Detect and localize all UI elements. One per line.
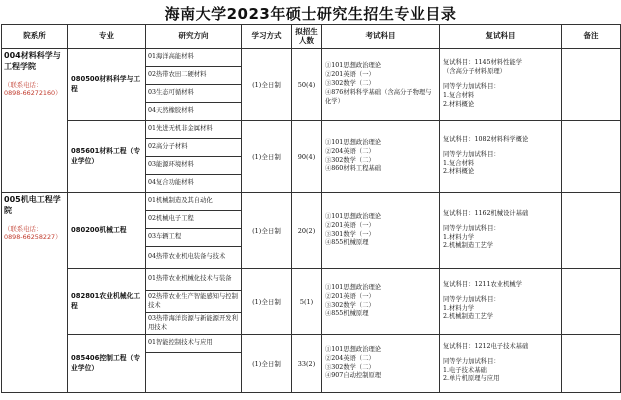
header-direction: 研究方向 (146, 25, 242, 49)
dept-name: 004材料科学与工程学院 (4, 51, 61, 71)
table-row (2, 335, 621, 353)
exam-cell: ①101思想政治理论 ②201英语（一） ③302数学（二） ④876材料科学基础（含高分子物理与化学） (322, 49, 440, 121)
direction-cell: 03能源环境材料 (146, 157, 242, 175)
page-title: 海南大学2023年硕士研究生招生专业目录 (164, 5, 457, 23)
header-major: 专业 (68, 25, 146, 49)
mode-cell: (1)全日制 (242, 193, 292, 269)
note-cell (562, 335, 621, 393)
header-mode: 学习方式 (242, 25, 292, 49)
note-cell (562, 193, 621, 269)
mode-cell: (1)全日制 (242, 49, 292, 121)
quota-cell: 5(1) (292, 269, 322, 335)
dept-cell (2, 49, 68, 193)
quota-cell: 50(4) (292, 49, 322, 121)
mode-cell: (1)全日制 (242, 335, 292, 393)
header-row (2, 25, 621, 49)
dept-contact: （联系电话： 0898-66258227） (4, 224, 62, 242)
retest-cell: 复试科目：1162机械设计基础 同等学力加试科目： 1.材料力学 2.机械制造工艺学 (440, 193, 562, 269)
dept-contact: （联系电话： 0898-66272160） (4, 80, 62, 98)
direction-cell: 01海洋高能材料 (146, 49, 242, 67)
table-row (2, 193, 621, 211)
exam-cell: ①101思想政治理论 ②201英语（一） ③301数学（一） ④855机械原理 (322, 193, 440, 269)
direction-cell: 02高分子材料 (146, 139, 242, 157)
retest-cell: 复试科目：1212电子技术基础 同等学力加试科目： 1.电子技术基础 2.单片机原理与应用 (440, 335, 562, 393)
quota-cell: 20(2) (292, 193, 322, 269)
exam-cell: ①101思想政治理论 ②201英语（一） ③302数学（二） ④855机械原理 (322, 269, 440, 335)
table-row (2, 49, 621, 67)
direction-cell: 01机械制造及其自动化 (146, 193, 242, 211)
table-row (2, 121, 621, 139)
header-retest: 复试科目 (440, 25, 562, 49)
quota-cell: 33(2) (292, 335, 322, 393)
header-dept: 院系所 (2, 25, 68, 49)
direction-cell: 02机械电子工程 (146, 211, 242, 229)
exam-cell: ①101思想政治理论 ②204英语（二） ③302数学（二） ④860材料工程基础 (322, 121, 440, 193)
header-quota: 拟招生人数 (292, 25, 322, 49)
direction-cell: 04天然橡胶材料 (146, 103, 242, 121)
direction-cell: 02热带农业生产智能感知与控制技术 (146, 291, 242, 313)
header-exam: 考试科目 (322, 25, 440, 49)
catalog-table (1, 24, 621, 393)
major-cell: 080200机械工程 (68, 193, 146, 269)
direction-cell: 03车辆工程 (146, 229, 242, 247)
header-note: 备注 (562, 25, 621, 49)
direction-cell: 01智能控制技术与应用 (146, 335, 242, 353)
major-cell: 085601材料工程（专业学位） (68, 121, 146, 193)
direction-cell: 02热带农田二硬材料 (146, 67, 242, 85)
direction-cell: 04复合功能材料 (146, 175, 242, 193)
major-cell: 085406控制工程（专业学位） (68, 335, 146, 393)
direction-cell: 04热带农业机电装备与技术 (146, 247, 242, 269)
retest-cell: 复试科目：1145材料性能学 （含高分子材料原理） 同等学力加试科目： 1.复合材料 2.材料概论 (440, 49, 562, 121)
note-cell (562, 121, 621, 193)
major-cell: 080500材料科学与工程 (68, 49, 146, 121)
direction-cell: 03生态可循材料 (146, 85, 242, 103)
major-cell: 082801农业机械化工程 (68, 269, 146, 335)
retest-cell: 复试科目：1082材料科学概论 同等学力加试科目： 1.复合材料 2.材料概论 (440, 121, 562, 193)
exam-cell: ①101思想政治理论 ②204英语（二） ③302数学（二） ④907自动控制原理 (322, 335, 440, 393)
direction-cell: 03热带海洋资源与新能源开发利用技术 (146, 313, 242, 335)
mode-cell: (1)全日制 (242, 269, 292, 335)
note-cell (562, 49, 621, 121)
dept-name: 005机电工程学院 (4, 195, 61, 215)
direction-cell: 01热带农业机械化技术与装备 (146, 269, 242, 291)
table-row (2, 269, 621, 291)
direction-cell-empty (146, 353, 242, 393)
dept-cell (2, 193, 68, 393)
direction-cell: 01先进无机非金属材料 (146, 121, 242, 139)
mode-cell: (1)全日制 (242, 121, 292, 193)
quota-cell: 90(4) (292, 121, 322, 193)
note-cell (562, 269, 621, 335)
retest-cell: 复试科目：1211农业机械学 同等学力加试科目： 1.材料力学 2.机械制造工艺学 (440, 269, 562, 335)
